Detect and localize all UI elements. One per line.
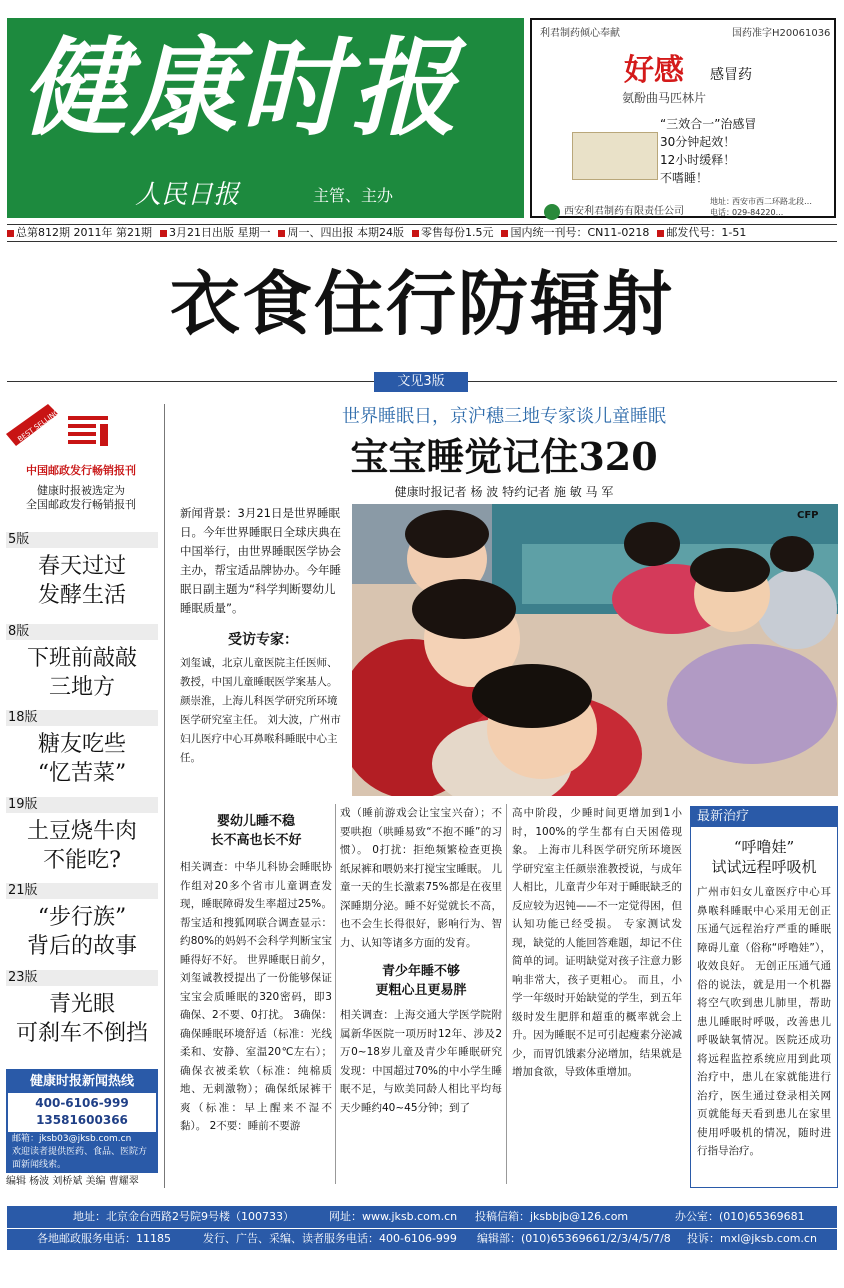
story-byline: 健康时报记者 杨 波 特约记者 施 敏 马 军	[394, 485, 614, 499]
footer-address: 地址：北京金台西路2号院9号楼（100733）	[73, 1210, 294, 1223]
masthead	[7, 18, 524, 218]
info-text: 零售每份1.5元	[420, 226, 494, 239]
column-divider	[164, 404, 165, 1188]
ad-category: 感冒药	[710, 67, 752, 83]
index-title-line: 春天过过	[37, 554, 126, 579]
experts-list: 刘玺诚，北京儿童医院主任医师、教授，中国儿童睡眠医学案基人。 颜崇淮，上海儿科医学研究所环境医学研究室主任。 刘大波，广州市妇儿医疗中心耳鼻喉科睡眠中心主任。	[180, 657, 341, 764]
bullet-square-icon	[278, 230, 285, 237]
medicine-advertisement[interactable]	[530, 18, 836, 218]
sidebar-title-line[interactable]: 试试远程呼吸机	[711, 858, 817, 876]
ad-address-label: 地址：	[710, 197, 734, 206]
index-title-line: 下班前敲敲	[26, 646, 137, 671]
hotline-mail	[8, 1132, 156, 1173]
footer-editorial-phone: 编辑部：(010)65369661/2/3/4/5/7/8	[477, 1232, 671, 1245]
index-title-line: 可刹车不倒挡	[15, 1021, 148, 1046]
issue-date	[160, 226, 271, 240]
index-item[interactable]	[6, 797, 158, 875]
ad-claim: 12小时缓释！	[660, 153, 736, 167]
index-title-line: 三地方	[48, 675, 115, 700]
index-title-line: 糖友吃些	[37, 732, 126, 757]
publisher-name: 人民日报	[135, 180, 240, 210]
subhead-line: 长不高也长不好	[210, 833, 302, 848]
issue-price	[412, 226, 494, 240]
index-page: 8版	[6, 624, 158, 640]
footer-office-phone: 办公室：(010)65369681	[675, 1210, 805, 1223]
footer-website[interactable]: 网址：www.jksb.com.cn	[329, 1210, 458, 1223]
hotline-phone[interactable]: 400-6106-999	[35, 1096, 129, 1110]
badge-title: 中国邮政发行畅销报刊	[26, 464, 136, 477]
index-item[interactable]	[6, 710, 158, 788]
index-title-line: 青光眼	[48, 992, 115, 1017]
see-page-link[interactable]: 文见3版	[374, 372, 468, 392]
experts-heading: 受访专家：	[228, 632, 298, 648]
subhead-line: 更粗心且更易胖	[375, 983, 467, 998]
story-column-2	[340, 804, 502, 1117]
footer-submit-email[interactable]: 投稿信箱：jksbbjb@126.com	[475, 1210, 629, 1223]
footer-contact-bar	[7, 1206, 837, 1250]
publisher-role: 主管、主办	[313, 186, 394, 205]
index-title-line: “步行族”	[37, 905, 127, 930]
story-column-3: 高中阶段，少睡时间更增加到1小时，100%的学生都有白天困倦现象。 上海市儿科医学研究所环境医学研究室主任颜崇淮教授说，与成年人相比，儿童青少年对于睡眠缺乏的反应较为迟钝——不一定觉得困，但认知功能已经受损。 专家测试发现，缺觉的人能回答难题，却记不住简单的词。证明缺觉对孩子注意力影响非常大，孩子更粗心。 而且，小学一年级时开始缺觉的学生，到五年级时发生肥胖和超重的概率就会上升。因为睡眠不足可引起瘦素分泌减少，而胃饥饿素分泌增加，结果就是增加食欲，导致体重增加。	[512, 807, 682, 1078]
subhead-2	[340, 962, 502, 1000]
story-column-1: 相关调查：中华儿科协会睡眠协作组对20多个省市儿童调查发现，睡眠障碍发生率超过25%。帮宝适和搜狐网联合调查显示：约80%的妈妈不会科学判断宝宝睡得好不好。 世界睡眠日前夕，刘玺诚教授提出了一份能够保证宝宝会质睡眠的320密码，即3确保、2不要、0打扰。 3确保：确保睡眠环境舒适（标准：光线柔和、安静、室温20℃左右）；确保衣被柔软（标准：纯棉质地、无刺激物）；确保纸尿裤干爽（标准：早上醒来不湿不黏）。 2不要：睡前不要游	[180, 861, 332, 1132]
ad-tagline: 利君制药倾心奉献	[540, 28, 620, 39]
sidebar-header: 最新治疗	[691, 807, 837, 827]
postal-bestseller-badge	[6, 404, 156, 480]
badge-text: BEST SELLING	[16, 407, 62, 444]
hotline-note: 欢迎读者提供医药、食品、医院方面新闻线索。	[12, 1147, 148, 1170]
sleeping-children-photo	[352, 504, 838, 796]
footer-postal-service: 各地邮政服务电话：11185	[37, 1232, 171, 1245]
hotline-phone[interactable]: 13581600366	[36, 1113, 128, 1127]
newspaper-title: 健康时报	[21, 25, 461, 150]
subhead-1	[180, 812, 332, 850]
index-item[interactable]	[6, 883, 158, 961]
ad-product: 氨酚曲马匹林片	[622, 91, 707, 105]
hotline-email[interactable]: 邮箱：jksb03@jksb.com.cn	[12, 1134, 132, 1144]
medicine-box-image	[572, 132, 658, 180]
ad-claim: 30分钟起效！	[660, 135, 736, 149]
column-divider	[335, 804, 336, 1184]
ad-claims	[660, 114, 826, 185]
footer-divider	[7, 1228, 837, 1229]
ad-address: 西安市西二环路北段…	[732, 197, 812, 206]
bullet-square-icon	[657, 230, 664, 237]
index-page: 21版	[6, 883, 158, 899]
lead-headline[interactable]: 衣食住行防辐射	[170, 263, 674, 345]
issue-info-bar	[7, 224, 837, 242]
info-text: 邮发代号：1-51	[666, 226, 747, 239]
index-page: 5版	[6, 532, 158, 548]
info-text: 周一、四出报 本期24版	[287, 226, 404, 239]
info-text: 国内统一刊号：CN11-0218	[510, 226, 650, 239]
issue-schedule	[278, 226, 404, 240]
sidebar-title-line[interactable]: “呼噜娃”	[733, 838, 795, 856]
story-paragraphs: 戏（睡前游戏会让宝宝兴奋）；不要哄抱（哄睡易致“不抱不睡”的习惯）。 0打扰：拒绝频繁检查更换纸尿裤和喂奶来打搅宝宝睡眠。 儿童一天的生长激素75%都是在夜里深睡期分泌。睡不好觉就长不高，也不会生长得很好，影响行为、智力、认知等诸多方面的发育。	[340, 807, 502, 949]
ad-approval-number: 国药准字H20061036	[732, 28, 831, 39]
story-paragraphs: 相关调查：上海交通大学医学院附属新华医院一项历时12年、涉及2万0~18岁儿童及青少年睡眠研究发现：中国超过70%的中小学生睡眠不足，与欧美同龄人相比平均每天少睡约40~45分钟；到了	[340, 1009, 502, 1114]
company-logo-icon	[544, 204, 560, 220]
bullet-square-icon	[160, 230, 167, 237]
bullet-square-icon	[501, 230, 508, 237]
subhead-line: 青少年睡不够	[381, 964, 460, 979]
ad-brand: 好感	[624, 53, 684, 88]
bullet-square-icon	[412, 230, 419, 237]
index-item[interactable]	[6, 624, 158, 702]
index-title-line: 土豆烧牛肉	[26, 819, 137, 844]
photo-credit: CFP	[797, 510, 819, 521]
issue-postal-code	[657, 226, 746, 240]
ad-tel: 029-84220...	[732, 208, 784, 217]
index-page: 23版	[6, 970, 158, 986]
ad-claim: 不嗜睡！	[660, 171, 709, 185]
story-kicker: 世界睡眠日，京沪穗三地专家谈儿童睡眠	[342, 406, 666, 427]
recommend-line: 全国邮政发行畅销报刊	[26, 498, 136, 511]
footer-service-phone: 发行、广告、采编、读者服务电话：400-6106-999	[203, 1232, 457, 1245]
subhead-line: 婴幼儿睡不稳	[216, 814, 295, 829]
bullet-square-icon	[7, 230, 14, 237]
footer-complaint-email[interactable]: 投诉：mxl@jksb.com.cn	[687, 1232, 817, 1245]
index-page: 18版	[6, 710, 158, 726]
index-title-line: 背后的故事	[26, 934, 137, 959]
news-hotline-box	[6, 1069, 158, 1173]
info-text: 总第812期 2011年 第21期	[16, 226, 152, 239]
index-page: 19版	[6, 797, 158, 813]
story-headline[interactable]: 宝宝睡觉记住320	[350, 434, 658, 479]
news-background: 新闻背景：3月21日是世界睡眠日。今年世界睡眠日全球庆典在中国举行，由世界睡眠医学协会主办，帮宝适品牌协办。今年睡眠日副主题为“科学判断婴幼儿睡眠质量”。	[180, 506, 341, 615]
ad-tel-label: 电话：	[710, 208, 734, 217]
latest-treatment-box	[690, 806, 838, 1188]
hotline-title: 健康时报新闻热线	[8, 1071, 156, 1093]
issue-cn-number	[501, 226, 649, 240]
index-title-line: “忆苦菜”	[37, 761, 127, 786]
ad-company: 西安利君制药有限责任公司	[564, 206, 684, 217]
index-title-line: 发酵生活	[37, 583, 126, 608]
index-title-line: 不能吃?	[43, 848, 121, 873]
column-divider	[506, 804, 507, 1184]
issue-number	[7, 226, 152, 240]
ad-claim: “三效合一”治感冒	[660, 117, 757, 131]
sidebar-text: 广州市妇女儿童医疗中心耳鼻喉科睡眠中心采用无创正压通气远程治疗严重的睡眠障碍儿童（俗称“呼噜娃”），收效良好。 无创正压通气通俗的说法，就是用一个机器将空气吹到患儿肺里，帮助患儿睡眠时呼吸，改善患儿呼吸缺氧情况。医院还成功将远程监控系统应用到此项治疗中，患儿在家就能进行治疗，医生通过登录相关网页就能每天看到患儿在家里使用呼吸机的情况，随时进行指导治疗。	[697, 886, 831, 1157]
index-item[interactable]	[6, 970, 158, 1048]
info-text: 3月21日出版 星期一	[168, 226, 271, 239]
recommend-line: 健康时报被选定为	[37, 484, 125, 497]
index-item[interactable]	[6, 532, 158, 610]
editor-credits: 编辑 杨波 刘桥斌 美编 曹耀翠	[6, 1176, 139, 1187]
